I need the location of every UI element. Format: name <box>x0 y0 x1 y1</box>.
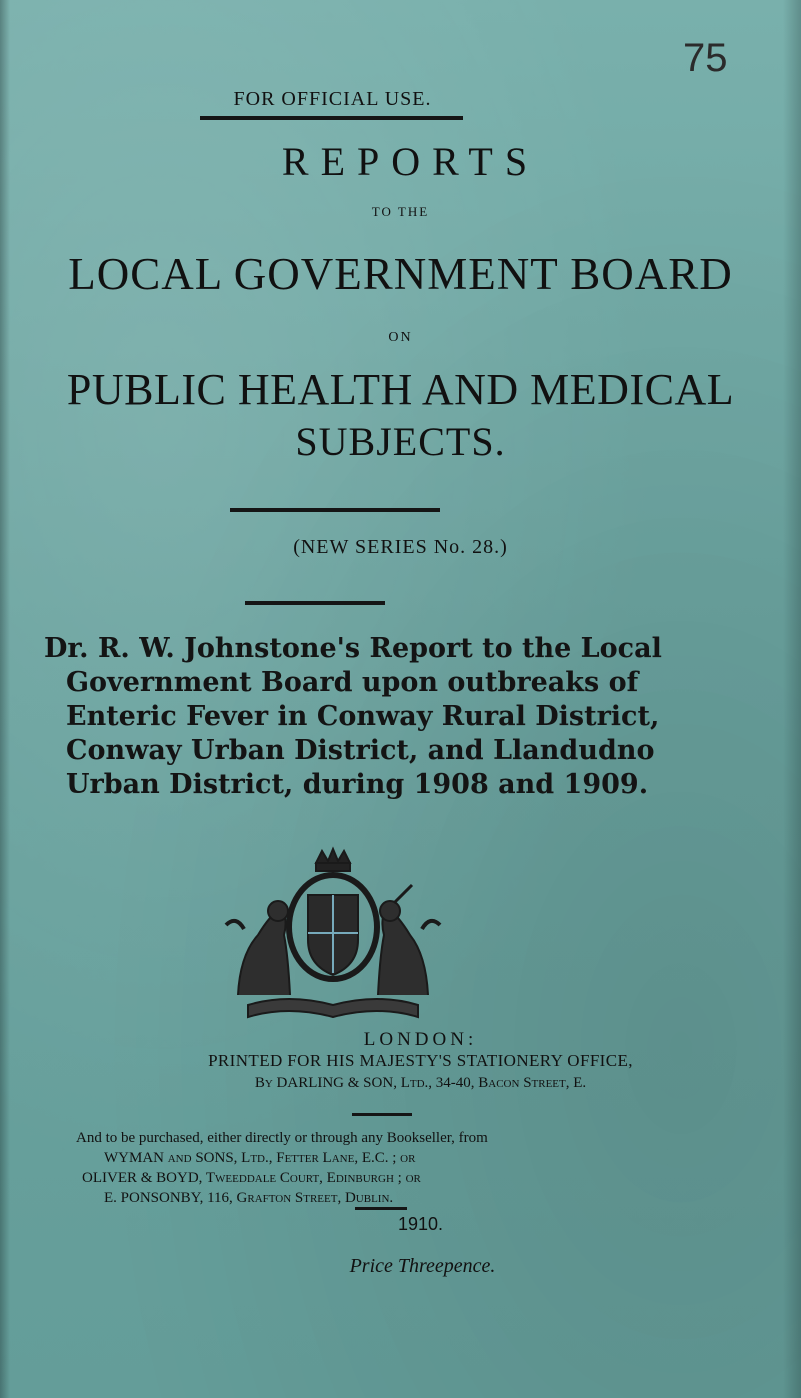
subject-heading-line2: SUBJECTS. <box>295 419 506 464</box>
divider-rule <box>355 1207 407 1210</box>
imprint-printed-for: PRINTED FOR HIS MAJESTY'S STATIONERY OFFICE, <box>208 1051 633 1070</box>
imprint-city: LONDON: <box>363 1029 478 1050</box>
purchase-line: And to be purchased, either directly or through any Bookseller, from <box>76 1130 488 1146</box>
divider-rule <box>230 508 440 512</box>
divider-rule <box>245 601 385 605</box>
report-title-line: Conway Urban District, and Llandudno <box>66 735 655 766</box>
publication-year: 1910. <box>397 1214 444 1234</box>
report-title <box>44 632 704 802</box>
official-use-label: FOR OFFICIAL USE. <box>233 88 432 110</box>
corner-mark: 75 <box>683 36 728 80</box>
official-use-underline <box>200 116 463 120</box>
divider-rule <box>352 1113 412 1116</box>
to-the-label: TO THE <box>371 204 430 219</box>
imprint-printer: By DARLING & SON, Ltd., 34-40, Bacon Street, E. <box>254 1075 587 1091</box>
reports-heading: REPORTS <box>281 139 540 184</box>
report-title-line: Government Board upon outbreaks of <box>66 667 639 698</box>
on-label: ON <box>388 330 413 345</box>
report-title-line: Urban District, during 1908 and 1909. <box>66 769 649 800</box>
subject-heading-line1: PUBLIC HEALTH AND MEDICAL <box>66 365 735 414</box>
purchase-line: E. PONSONBY, 116, Grafton Street, Dublin. <box>104 1190 394 1206</box>
royal-coat-of-arms-icon <box>218 845 448 1025</box>
purchase-line: OLIVER & BOYD, Tweeddale Court, Edinburgh ; or <box>82 1170 421 1186</box>
report-title-line: Enteric Fever in Conway Rural District, <box>66 701 660 732</box>
series-label: (NEW SERIES No. 28.) <box>293 536 508 558</box>
purchase-notice <box>76 1128 716 1208</box>
purchase-line: WYMAN and SONS, Ltd., Fetter Lane, E.C. ; or <box>104 1150 416 1166</box>
board-heading: LOCAL GOVERNMENT BOARD <box>68 249 733 299</box>
price-label: Price Threepence. <box>349 1255 496 1277</box>
report-title-line: Dr. R. W. Johnstone's Report to the Local <box>44 633 662 664</box>
